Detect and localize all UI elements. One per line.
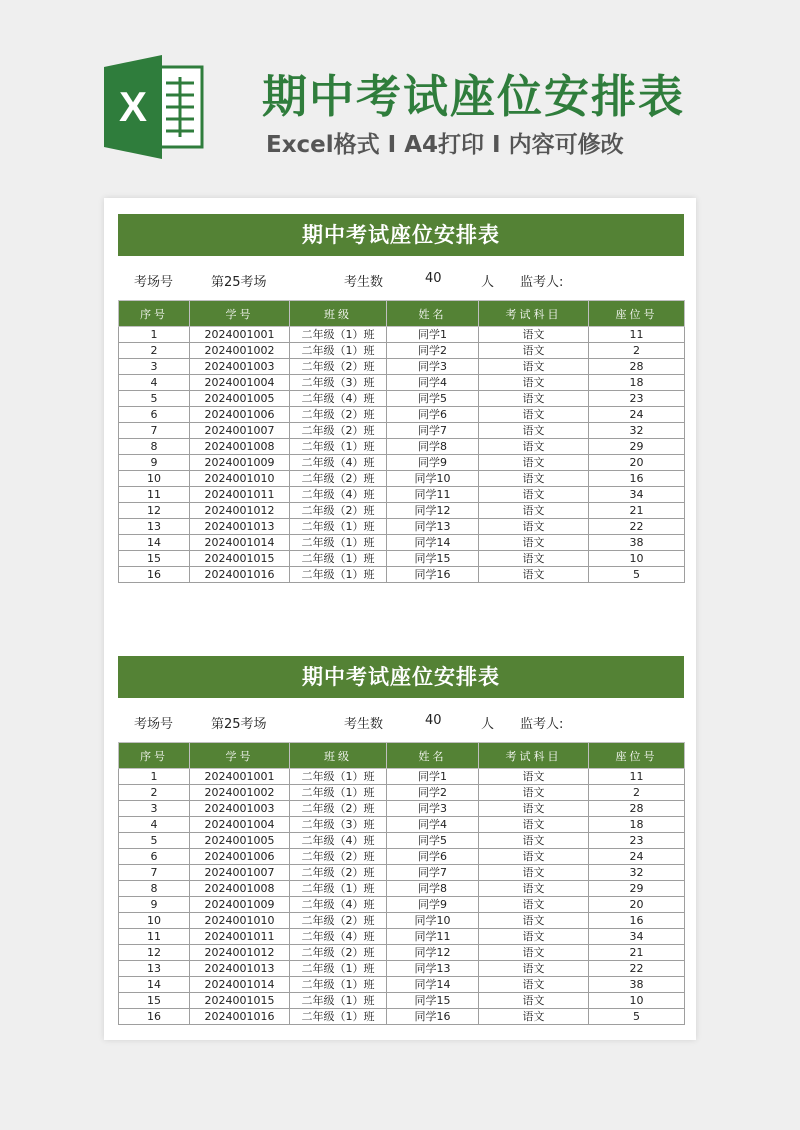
cell-name: 同学5 — [387, 391, 479, 407]
cell-student-id: 2024001006 — [190, 849, 290, 865]
cell-seat: 21 — [589, 503, 685, 519]
cell-subject: 语文 — [479, 487, 589, 503]
cell-student-id: 2024001013 — [190, 519, 290, 535]
col-header-student-id: 学号 — [190, 743, 290, 769]
cell-student-id: 2024001010 — [190, 913, 290, 929]
cell-index: 8 — [119, 439, 190, 455]
cell-seat: 11 — [589, 769, 685, 785]
cell-student-id: 2024001007 — [190, 865, 290, 881]
cell-index: 14 — [119, 535, 190, 551]
cell-student-id: 2024001016 — [190, 567, 290, 583]
count-unit: 人 — [481, 275, 495, 290]
cell-subject: 语文 — [479, 567, 589, 583]
cell-name: 同学3 — [387, 801, 479, 817]
table-row — [119, 833, 685, 849]
table-row — [119, 1009, 685, 1025]
table-row — [119, 439, 685, 455]
cell-student-id: 2024001014 — [190, 977, 290, 993]
cell-name: 同学1 — [387, 769, 479, 785]
table-row — [119, 503, 685, 519]
cell-class: 二年级（1）班 — [290, 977, 387, 993]
cell-subject: 语文 — [479, 801, 589, 817]
cell-index: 14 — [119, 977, 190, 993]
cell-name: 同学16 — [387, 567, 479, 583]
cell-name: 同学15 — [387, 551, 479, 567]
cell-seat: 32 — [589, 423, 685, 439]
table-row — [119, 993, 685, 1009]
cell-class: 二年级（4）班 — [290, 929, 387, 945]
cell-name: 同学14 — [387, 535, 479, 551]
cell-seat: 21 — [589, 945, 685, 961]
cell-class: 二年级（2）班 — [290, 471, 387, 487]
cell-subject: 语文 — [479, 407, 589, 423]
cell-subject: 语文 — [479, 391, 589, 407]
cell-seat: 24 — [589, 407, 685, 423]
cell-seat: 32 — [589, 865, 685, 881]
exam-info-row — [118, 256, 684, 300]
cell-class: 二年级（1）班 — [290, 961, 387, 977]
table-row — [119, 769, 685, 785]
cell-index: 15 — [119, 993, 190, 1009]
cell-student-id: 2024001001 — [190, 769, 290, 785]
count-value: 40 — [425, 271, 442, 286]
cell-subject: 语文 — [479, 817, 589, 833]
exam-info-row — [118, 698, 684, 742]
cell-student-id: 2024001002 — [190, 343, 290, 359]
cell-index: 16 — [119, 567, 190, 583]
cell-student-id: 2024001009 — [190, 897, 290, 913]
cell-name: 同学7 — [387, 423, 479, 439]
cell-subject: 语文 — [479, 359, 589, 375]
cell-index: 3 — [119, 359, 190, 375]
cell-index: 6 — [119, 849, 190, 865]
banner — [0, 0, 800, 190]
cell-index: 5 — [119, 391, 190, 407]
cell-subject: 语文 — [479, 535, 589, 551]
table-row — [119, 929, 685, 945]
cell-index: 8 — [119, 881, 190, 897]
col-header-index: 序号 — [119, 743, 190, 769]
cell-class: 二年级（2）班 — [290, 423, 387, 439]
cell-subject: 语文 — [479, 785, 589, 801]
cell-class: 二年级（3）班 — [290, 375, 387, 391]
table-body — [119, 327, 685, 583]
table-row — [119, 551, 685, 567]
table-header-row — [119, 743, 685, 769]
cell-seat: 29 — [589, 881, 685, 897]
cell-seat: 22 — [589, 519, 685, 535]
table-header-row — [119, 301, 685, 327]
cell-subject: 语文 — [479, 881, 589, 897]
cell-index: 10 — [119, 471, 190, 487]
table-body — [119, 769, 685, 1025]
cell-seat: 28 — [589, 359, 685, 375]
cell-seat: 10 — [589, 551, 685, 567]
cell-index: 2 — [119, 785, 190, 801]
table-row — [119, 455, 685, 471]
cell-index: 9 — [119, 455, 190, 471]
cell-name: 同学13 — [387, 519, 479, 535]
cell-name: 同学10 — [387, 471, 479, 487]
cell-seat: 16 — [589, 471, 685, 487]
table-row — [119, 519, 685, 535]
room-value: 第25考场 — [211, 717, 267, 732]
cell-index: 5 — [119, 833, 190, 849]
table-row — [119, 881, 685, 897]
cell-name: 同学14 — [387, 977, 479, 993]
table-row — [119, 849, 685, 865]
cell-name: 同学12 — [387, 945, 479, 961]
cell-seat: 34 — [589, 487, 685, 503]
cell-subject: 语文 — [479, 961, 589, 977]
sheet-title: 期中考试座位安排表 — [118, 656, 684, 698]
logo-letter: X — [118, 83, 148, 130]
cell-class: 二年级（4）班 — [290, 897, 387, 913]
count-unit: 人 — [481, 717, 495, 732]
document-page — [104, 198, 696, 1040]
cell-student-id: 2024001009 — [190, 455, 290, 471]
table-row — [119, 471, 685, 487]
cell-class: 二年级（2）班 — [290, 359, 387, 375]
seating-sheet-2 — [118, 656, 684, 1025]
cell-class: 二年级（2）班 — [290, 913, 387, 929]
room-label: 考场号 — [134, 275, 174, 290]
cell-index: 7 — [119, 865, 190, 881]
col-header-name: 姓名 — [387, 301, 479, 327]
cell-student-id: 2024001010 — [190, 471, 290, 487]
excel-logo-icon — [104, 55, 206, 159]
cell-seat: 20 — [589, 897, 685, 913]
table-row — [119, 567, 685, 583]
count-value: 40 — [425, 713, 442, 728]
cell-class: 二年级（1）班 — [290, 785, 387, 801]
col-header-student-id: 学号 — [190, 301, 290, 327]
banner-title: 期中考试座位安排表 — [262, 70, 686, 123]
col-header-seat: 座位号 — [589, 743, 685, 769]
table-row — [119, 487, 685, 503]
cell-seat: 34 — [589, 929, 685, 945]
cell-class: 二年级（4）班 — [290, 833, 387, 849]
cell-index: 13 — [119, 961, 190, 977]
room-value: 第25考场 — [211, 275, 267, 290]
cell-seat: 24 — [589, 849, 685, 865]
cell-name: 同学8 — [387, 439, 479, 455]
table-row — [119, 897, 685, 913]
cell-index: 10 — [119, 913, 190, 929]
cell-subject: 语文 — [479, 519, 589, 535]
cell-subject: 语文 — [479, 343, 589, 359]
cell-student-id: 2024001004 — [190, 375, 290, 391]
cell-class: 二年级（1）班 — [290, 567, 387, 583]
cell-class: 二年级（1）班 — [290, 519, 387, 535]
table-row — [119, 423, 685, 439]
cell-name: 同学6 — [387, 849, 479, 865]
cell-subject: 语文 — [479, 913, 589, 929]
cell-student-id: 2024001015 — [190, 551, 290, 567]
table-row — [119, 961, 685, 977]
cell-seat: 18 — [589, 817, 685, 833]
cell-index: 6 — [119, 407, 190, 423]
cell-index: 4 — [119, 817, 190, 833]
cell-index: 12 — [119, 945, 190, 961]
cell-index: 11 — [119, 929, 190, 945]
cell-subject: 语文 — [479, 977, 589, 993]
cell-class: 二年级（4）班 — [290, 455, 387, 471]
cell-subject: 语文 — [479, 897, 589, 913]
cell-seat: 2 — [589, 343, 685, 359]
cell-student-id: 2024001012 — [190, 503, 290, 519]
cell-name: 同学12 — [387, 503, 479, 519]
cell-student-id: 2024001011 — [190, 929, 290, 945]
table-row — [119, 913, 685, 929]
cell-student-id: 2024001007 — [190, 423, 290, 439]
banner-subtitle: Excel格式 I A4打印 I 内容可修改 — [266, 132, 624, 158]
cell-name: 同学13 — [387, 961, 479, 977]
table-row — [119, 865, 685, 881]
table-row — [119, 407, 685, 423]
col-header-subject: 考试科目 — [479, 301, 589, 327]
cell-subject: 语文 — [479, 327, 589, 343]
cell-class: 二年级（1）班 — [290, 993, 387, 1009]
cell-index: 7 — [119, 423, 190, 439]
cell-seat: 2 — [589, 785, 685, 801]
cell-name: 同学8 — [387, 881, 479, 897]
cell-seat: 23 — [589, 391, 685, 407]
cell-class: 二年级（2）班 — [290, 945, 387, 961]
count-label: 考生数 — [344, 717, 384, 732]
cell-subject: 语文 — [479, 423, 589, 439]
cell-student-id: 2024001013 — [190, 961, 290, 977]
cell-index: 11 — [119, 487, 190, 503]
cell-student-id: 2024001011 — [190, 487, 290, 503]
cell-student-id: 2024001003 — [190, 359, 290, 375]
cell-seat: 5 — [589, 567, 685, 583]
proctor-label: 监考人: — [520, 275, 564, 290]
cell-name: 同学11 — [387, 929, 479, 945]
cell-name: 同学1 — [387, 327, 479, 343]
count-label: 考生数 — [344, 275, 384, 290]
cell-name: 同学11 — [387, 487, 479, 503]
cell-name: 同学4 — [387, 817, 479, 833]
cell-subject: 语文 — [479, 929, 589, 945]
table-row — [119, 359, 685, 375]
table-row — [119, 343, 685, 359]
cell-index: 3 — [119, 801, 190, 817]
cell-index: 12 — [119, 503, 190, 519]
cell-subject: 语文 — [479, 993, 589, 1009]
cell-seat: 11 — [589, 327, 685, 343]
cell-seat: 18 — [589, 375, 685, 391]
cell-name: 同学9 — [387, 897, 479, 913]
cell-name: 同学4 — [387, 375, 479, 391]
table-row — [119, 977, 685, 993]
cell-subject: 语文 — [479, 849, 589, 865]
cell-class: 二年级（2）班 — [290, 865, 387, 881]
col-header-subject: 考试科目 — [479, 743, 589, 769]
cell-seat: 5 — [589, 1009, 685, 1025]
cell-seat: 38 — [589, 977, 685, 993]
cell-name: 同学2 — [387, 343, 479, 359]
col-header-name: 姓名 — [387, 743, 479, 769]
cell-student-id: 2024001004 — [190, 817, 290, 833]
col-header-index: 序号 — [119, 301, 190, 327]
cell-seat: 38 — [589, 535, 685, 551]
seating-table — [118, 300, 685, 583]
cell-class: 二年级（3）班 — [290, 817, 387, 833]
cell-class: 二年级（1）班 — [290, 343, 387, 359]
table-row — [119, 945, 685, 961]
cell-name: 同学3 — [387, 359, 479, 375]
cell-class: 二年级（2）班 — [290, 849, 387, 865]
cell-seat: 16 — [589, 913, 685, 929]
cell-student-id: 2024001008 — [190, 881, 290, 897]
cell-student-id: 2024001003 — [190, 801, 290, 817]
cell-index: 4 — [119, 375, 190, 391]
cell-student-id: 2024001005 — [190, 833, 290, 849]
table-row — [119, 327, 685, 343]
table-row — [119, 375, 685, 391]
cell-index: 1 — [119, 769, 190, 785]
cell-index: 9 — [119, 897, 190, 913]
seating-table — [118, 742, 685, 1025]
cell-student-id: 2024001015 — [190, 993, 290, 1009]
cell-class: 二年级（2）班 — [290, 801, 387, 817]
cell-class: 二年级（4）班 — [290, 487, 387, 503]
cell-class: 二年级（1）班 — [290, 881, 387, 897]
cell-class: 二年级（4）班 — [290, 391, 387, 407]
cell-class: 二年级（1）班 — [290, 1009, 387, 1025]
table-row — [119, 801, 685, 817]
cell-seat: 22 — [589, 961, 685, 977]
cell-name: 同学9 — [387, 455, 479, 471]
room-label: 考场号 — [134, 717, 174, 732]
cell-name: 同学16 — [387, 1009, 479, 1025]
col-header-class: 班级 — [290, 743, 387, 769]
proctor-label: 监考人: — [520, 717, 564, 732]
cell-class: 二年级（1）班 — [290, 769, 387, 785]
cell-subject: 语文 — [479, 865, 589, 881]
cell-student-id: 2024001006 — [190, 407, 290, 423]
col-header-seat: 座位号 — [589, 301, 685, 327]
cell-name: 同学7 — [387, 865, 479, 881]
cell-seat: 28 — [589, 801, 685, 817]
cell-subject: 语文 — [479, 833, 589, 849]
cell-subject: 语文 — [479, 375, 589, 391]
table-row — [119, 535, 685, 551]
cell-class: 二年级（1）班 — [290, 535, 387, 551]
cell-student-id: 2024001016 — [190, 1009, 290, 1025]
cell-student-id: 2024001005 — [190, 391, 290, 407]
cell-index: 15 — [119, 551, 190, 567]
cell-seat: 29 — [589, 439, 685, 455]
table-row — [119, 817, 685, 833]
sheet-title: 期中考试座位安排表 — [118, 214, 684, 256]
cell-name: 同学15 — [387, 993, 479, 1009]
cell-subject: 语文 — [479, 551, 589, 567]
cell-student-id: 2024001008 — [190, 439, 290, 455]
cell-subject: 语文 — [479, 471, 589, 487]
seating-sheet-1 — [118, 214, 684, 583]
table-row — [119, 391, 685, 407]
cell-index: 1 — [119, 327, 190, 343]
cell-index: 16 — [119, 1009, 190, 1025]
cell-student-id: 2024001014 — [190, 535, 290, 551]
cell-class: 二年级（2）班 — [290, 503, 387, 519]
cell-subject: 语文 — [479, 769, 589, 785]
cell-seat: 20 — [589, 455, 685, 471]
col-header-class: 班级 — [290, 301, 387, 327]
cell-seat: 23 — [589, 833, 685, 849]
cell-name: 同学6 — [387, 407, 479, 423]
cell-index: 13 — [119, 519, 190, 535]
cell-subject: 语文 — [479, 455, 589, 471]
cell-class: 二年级（1）班 — [290, 439, 387, 455]
cell-subject: 语文 — [479, 945, 589, 961]
cell-name: 同学5 — [387, 833, 479, 849]
cell-student-id: 2024001001 — [190, 327, 290, 343]
cell-student-id: 2024001002 — [190, 785, 290, 801]
cell-subject: 语文 — [479, 439, 589, 455]
cell-subject: 语文 — [479, 1009, 589, 1025]
table-row — [119, 785, 685, 801]
cell-index: 2 — [119, 343, 190, 359]
cell-class: 二年级（1）班 — [290, 327, 387, 343]
cell-class: 二年级（1）班 — [290, 551, 387, 567]
cell-subject: 语文 — [479, 503, 589, 519]
cell-class: 二年级（2）班 — [290, 407, 387, 423]
cell-name: 同学2 — [387, 785, 479, 801]
cell-seat: 10 — [589, 993, 685, 1009]
cell-student-id: 2024001012 — [190, 945, 290, 961]
cell-name: 同学10 — [387, 913, 479, 929]
